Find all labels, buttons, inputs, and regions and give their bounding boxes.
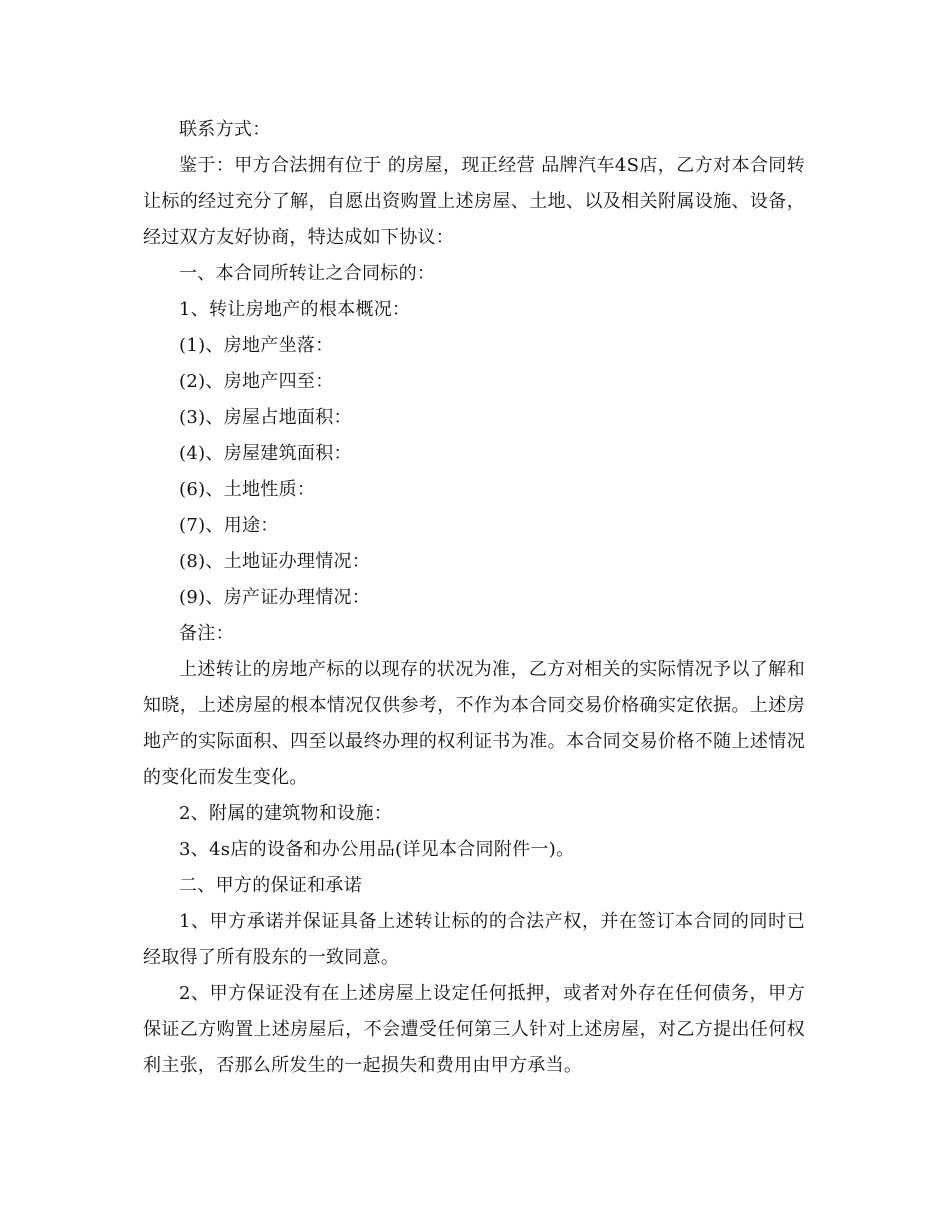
subheading-equipment: 3、4s店的设备和办公用品(详见本合同附件一)。	[179, 839, 575, 860]
item-land-certificate: (8)、土地证办理情况：	[179, 551, 371, 572]
section-heading-contract-object: 一、本合同所转让之合同标的：	[179, 263, 436, 284]
subheading-property-overview: 1、转让房地产的根本概况：	[179, 299, 411, 320]
item-land-area: (3)、房屋占地面积：	[179, 407, 352, 428]
subheading-attached-facilities: 2、附属的建筑物和设施：	[179, 803, 393, 824]
item-property-certificate: (9)、房产证办理情况：	[179, 587, 371, 608]
item-land-nature: (6)、土地性质：	[179, 479, 316, 500]
item-property-boundaries: (2)、房地产四至：	[179, 371, 334, 392]
remarks-paragraph: 上述转让的房地产标的以现存的状况为准，乙方对相关的实际情况予以了解和知晓，上述房屋的根本情况仅供参考，不作为本合同交易价格确实定依据。上述房地产的实际面积、四至以最终办理的权利证书为准。本合同交易价格不随上述情况的变化而发生变化。	[143, 659, 805, 788]
guarantee-clause-1: 1、甲方承诺并保证具备上述转让标的的合法产权，并在签订本合同的同时已经取得了所有股东的一致同意。	[143, 911, 805, 968]
guarantee-clause-2: 2、甲方保证没有在上述房屋上设定任何抵押，或者对外存在任何债务，甲方保证乙方购置上述房屋后，不会遭受任何第三人针对上述房屋，对乙方提出任何权利主张，否那么所发生的一起损失和费用由甲方承当。	[143, 983, 805, 1076]
preamble-paragraph: 鉴于：甲方合法拥有位于 的房屋，现正经营 品牌汽车4S店，乙方对本合同转让标的经过充分了解，自愿出资购置上述房屋、土地、以及相关附属设施、设备，经过双方友好协商，特达成如下协议：	[143, 155, 805, 248]
item-usage: (7)、用途：	[179, 515, 279, 536]
contact-line: 联系方式：	[179, 119, 271, 140]
section-heading-guarantees: 二、甲方的保证和承诺	[179, 875, 362, 896]
document-body	[143, 112, 805, 1084]
item-property-location: (1)、房地产坐落：	[179, 335, 334, 356]
item-building-area: (4)、房屋建筑面积：	[179, 443, 352, 464]
remarks-label: 备注：	[179, 623, 234, 644]
